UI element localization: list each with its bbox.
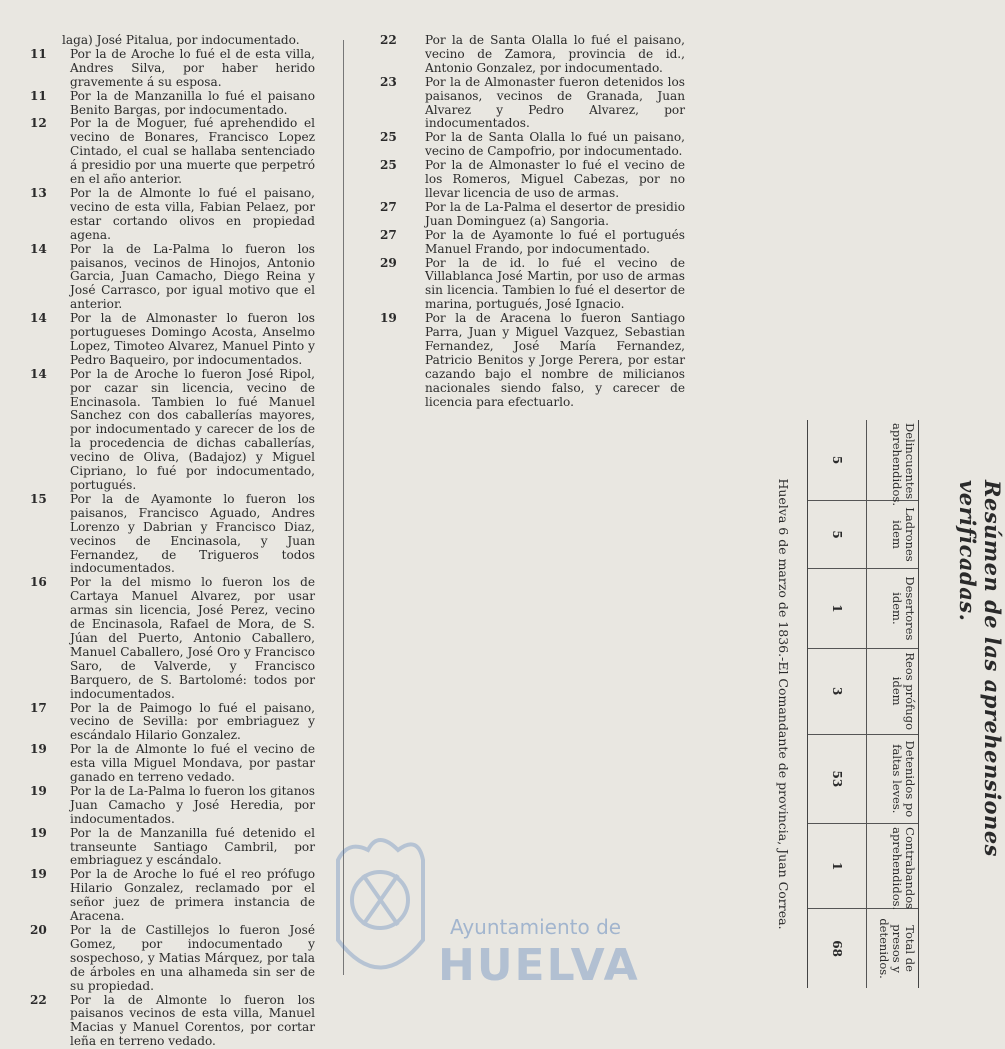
- entry-text: Por la de Ayamonte lo fueron los paisanos, Francisco Aguado, Andres Lorenzo y Dabrian y Francisco Diaz, vecinos de Encinasola, y Juan Fernandez, de Trigueros todos indocumentados.: [70, 491, 315, 576]
- entry-text: Por la de Ayamonte lo fué el portugués Manuel Frando, por indocumentado.: [425, 227, 685, 256]
- summary-column-header: Total de presos y detenidos.: [866, 909, 918, 988]
- summary-column-value: 68: [830, 940, 844, 957]
- entry-day: 11: [30, 46, 47, 61]
- entry: [30, 576, 315, 701]
- summary-table: [807, 420, 919, 988]
- summary-column-header: Detenidos po faltas leves.: [866, 735, 918, 824]
- entry-text: Por la de Almonte lo fué el paisano, vecino de esta villa, Fabian Pelaez, por estar cortando olivos en propiedad agena.: [70, 185, 315, 242]
- summary-column-value: 5: [830, 455, 844, 465]
- entry-day: 12: [30, 116, 47, 131]
- entry: [30, 994, 315, 1049]
- entry-day: 14: [30, 311, 47, 326]
- entry-text: Por la de Manzanilla lo fué el paisano Benito Bargas, por indocumentado.: [70, 88, 315, 117]
- entry-text: Por la de Almonte lo fué el vecino de esta villa Miguel Mondava, por pastar ganado en terreno vedado.: [70, 742, 315, 785]
- entry-text: Por la de Almonaster lo fué el vecino de los Romeros, Miguel Cabezas, por no llevar licencia de uso de armas.: [425, 158, 685, 200]
- summary-column-header: Delincuentes aprehendidos.: [866, 420, 918, 500]
- summary-column-value: 1: [830, 604, 844, 613]
- summary-column-value: 5: [830, 530, 844, 539]
- entry: [30, 702, 315, 744]
- entry: [30, 117, 315, 187]
- entry-text: Por la de Aracena lo fueron Santiago Parra, Juan y Miguel Vazquez, Sebastian Fernandez, José María Fernandez, Patricio Benitos y Jorge Perera, por estar cazando bajo el nombre de milicianos nacionales siendo falso, y carecer de licencia para efectuarlo.: [425, 311, 685, 409]
- entry: [30, 312, 315, 368]
- entry: [380, 229, 685, 257]
- summary-column-header: Ladrones idem: [866, 501, 918, 568]
- entry: [380, 131, 685, 159]
- left-column: [30, 34, 315, 1049]
- summary-footer: Huelva 6 de marzo de 1836.-El Comandante de provincia, Juan Correa.: [776, 478, 791, 930]
- entry-day: 20: [30, 923, 47, 937]
- entry: [30, 48, 315, 90]
- entry: [30, 743, 315, 785]
- entry-day: 23: [380, 74, 397, 89]
- entry-day: 15: [30, 491, 47, 506]
- summary-column: [808, 569, 918, 649]
- entry-day: 29: [380, 255, 397, 270]
- entry-text: Por la de Aroche lo fueron José Ripol, por cazar sin licencia, vecino de Encinasola. Tambien lo fué Manuel Sanchez con dos caballerías mayores, por indocumentado y carecer de los de la procedencia de dichas caballerías, vecino de Oliva, (Badajoz) y Miguel Cipriano, lo fué por indocumentado, portugués.: [70, 366, 315, 492]
- entry-text: Por la de Aroche lo fué el reo prófugo Hilario Gonzalez, reclamado por el señor juez de primera instancia de Aracena.: [70, 867, 315, 924]
- entry-text: Por la de La-Palma lo fueron los paisanos, vecinos de Hinojos, Antonio Garcia, Juan Camacho, Diego Reina y José Carrasco, por igual motivo que el anterior.: [70, 241, 315, 312]
- entry-day: 14: [30, 241, 47, 256]
- entry: [30, 34, 315, 48]
- entry-text: Por la de Santa Olalla lo fué el paisano, vecino de Zamora, provincia de id., Antonio Gonzalez, por indocumentado.: [425, 33, 685, 75]
- entry-text: laga) José Pitalua, por indocumentado.: [62, 33, 300, 47]
- entry: [380, 312, 685, 409]
- entry: [30, 243, 315, 313]
- summary-column-header: Contrabandos aprehendidos.: [866, 824, 918, 908]
- entry-text: Por la de Santa Olalla lo fué un paisano, vecino de Campofrio, por indocumentado.: [425, 130, 685, 159]
- entry: [30, 187, 315, 243]
- entry-text: Por la del mismo lo fueron los de Cartaya Manuel Alvarez, por usar armas sin licencia, José Perez, vecino de Encinasola, Rafael de Mora, de S. Júan del Puerto, Antonio Caballero, Manuel Caballero, José Oro y Francisco Saro, de Valverde, y Francisco Barquero, de S. Bartolomé: todos por indocumentados.: [70, 575, 315, 701]
- entry: [30, 90, 315, 118]
- entry: [30, 368, 315, 493]
- entry-text: Por la de Paimogo lo fué el paisano, vecino de Sevilla: por embriaguez y escándalo Hilario Gonzalez.: [70, 700, 315, 743]
- entry-text: Por la de Almonaster lo fueron los portugueses Domingo Acosta, Anselmo Lopez, Timoteo Alvarez, Manuel Pinto y Pedro Baqueiro, por indocumentados.: [70, 311, 315, 367]
- entry-day: 19: [30, 825, 47, 840]
- entry: [30, 924, 315, 994]
- entry-day: 13: [30, 185, 47, 200]
- summary-rotated-block: [715, 420, 1005, 990]
- entry-day: 11: [30, 88, 47, 103]
- entry-day: 25: [380, 130, 397, 145]
- entry-day: 19: [30, 867, 47, 882]
- summary-column: [808, 649, 918, 735]
- entry: [30, 785, 315, 827]
- entry: [380, 159, 685, 201]
- summary-column-header: Reos prófugo idem: [866, 649, 918, 734]
- entry-day: 27: [380, 199, 397, 214]
- summary-column: [808, 824, 918, 909]
- entry: [380, 257, 685, 313]
- entry-text: Por la de Aroche lo fué el de esta villa, Andres Silva, por haber herido gravemente á su esposa.: [70, 46, 315, 89]
- entry-text: Por la de Almonaster fueron detenidos los paisanos, vecinos de Granada, Juan Alvarez y Pedro Alvarez, por indocumentados.: [425, 74, 685, 131]
- entry-text: Por la de La-Palma lo fueron los gitanos Juan Camacho y José Heredia, por indocumentados.: [70, 783, 315, 826]
- entry-text: Por la de La-Palma el desertor de presidio Juan Dominguez (a) Sangoria.: [425, 199, 685, 228]
- summary-column-value: 3: [830, 686, 844, 696]
- entry-day: 19: [30, 742, 47, 757]
- entry-day: 16: [30, 575, 47, 590]
- summary-column: [808, 420, 918, 507]
- entry-text: Por la de Almonte lo fueron los paisanos vecinos de esta villa, Manuel Macias y Manuel Corentos, por cortar leña en terreno vedado.: [70, 992, 315, 1049]
- entry-text: Por la de id. lo fué el vecino de Villablanca José Martin, por uso de armas sin licencia. Tambien lo fué el desertor de marina, portugués, José Ignacio.: [425, 255, 685, 312]
- entry-text: Por la de Moguer, fué aprehendido el vecino de Bonares, Francisco Lopez Cintado, el cual se hallaba sentenciado á presidio por una muerte que perpetró en el año anterior.: [70, 116, 315, 187]
- summary-column: [808, 909, 918, 988]
- watermark-line2: HUELVA: [438, 940, 640, 991]
- entry-text: Por la de Manzanilla fué detenido el transeunte Santiago Cambril, por embriaguez y escándalo.: [70, 825, 315, 868]
- entry: [380, 34, 685, 76]
- entry-day: 27: [380, 227, 397, 242]
- summary-column-header: Desertores idem.: [866, 569, 918, 648]
- entry-day: 19: [380, 311, 397, 326]
- entry-day: 17: [30, 700, 47, 715]
- entry: [380, 201, 685, 229]
- entry-day: 19: [30, 783, 47, 798]
- watermark-line1: Ayuntamiento de: [450, 915, 622, 939]
- entry-day: 22: [380, 33, 397, 47]
- entry: [30, 868, 315, 924]
- entry: [30, 827, 315, 869]
- summary-column: [808, 501, 918, 569]
- entry-day: 25: [380, 158, 397, 173]
- entry-text: Por la de Castillejos lo fueron José Gomez, por indocumentado y sospechoso, y Matias Márquez, por tala de árboles en una alhameda sin ser de su propiedad.: [70, 923, 315, 993]
- entry-day: 14: [30, 366, 47, 381]
- entry: [380, 76, 685, 132]
- summary-title: Resúmen de las aprehensiones verificadas.: [955, 480, 1005, 858]
- summary-column: [808, 735, 918, 825]
- entry: [30, 493, 315, 576]
- right-column: [380, 34, 685, 409]
- summary-column-value: 1: [830, 861, 844, 871]
- entry-day: 22: [30, 992, 47, 1007]
- summary-column-value: 53: [830, 770, 844, 788]
